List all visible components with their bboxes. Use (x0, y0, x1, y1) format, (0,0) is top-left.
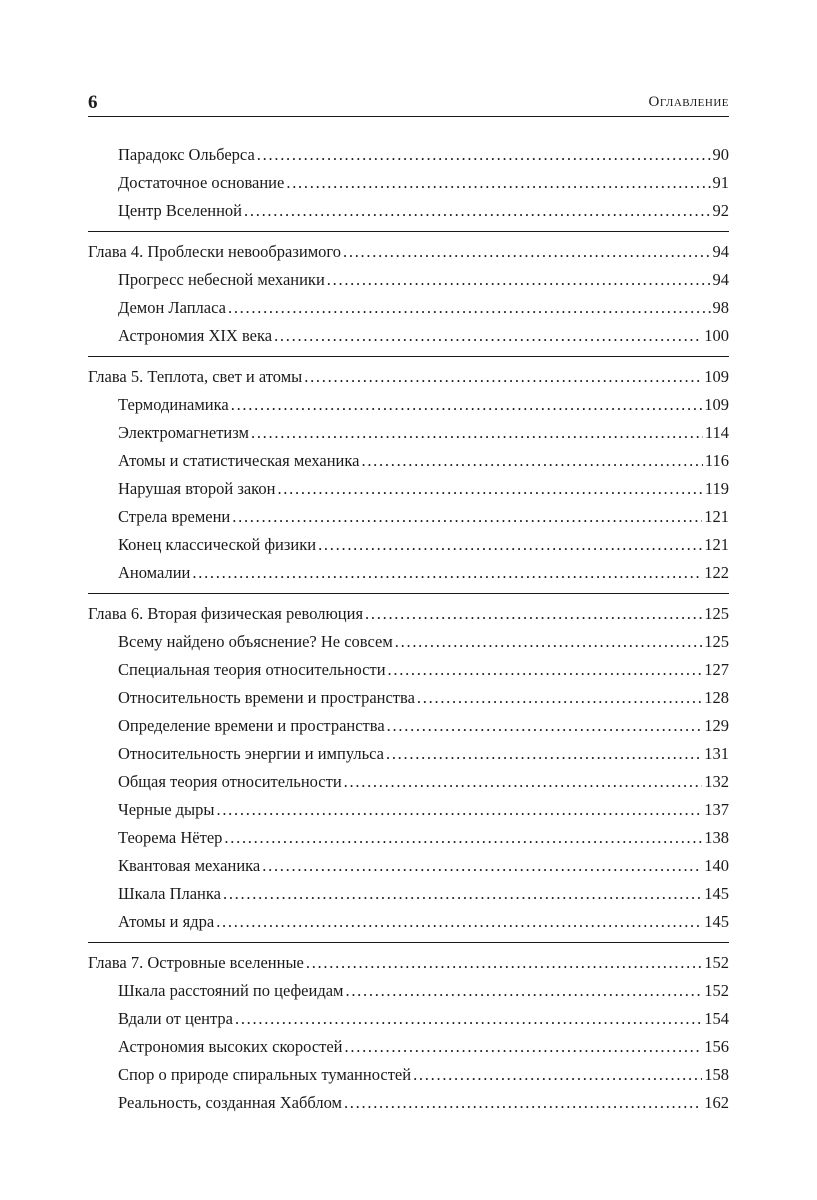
toc-entry-page: 90 (712, 145, 729, 164)
dot-leader (216, 796, 702, 824)
toc-entry-title: Электромагнетизм (118, 423, 249, 442)
toc-entry-page: 94 (712, 270, 729, 289)
toc-entry-page: 127 (704, 660, 729, 679)
page-number: 6 (88, 92, 98, 113)
running-head: Оглавление (648, 94, 729, 110)
toc-entry-page: 94 (712, 242, 729, 261)
dot-leader (417, 684, 702, 712)
toc-section-entry (88, 880, 729, 908)
toc-section-entry (88, 1061, 729, 1089)
dot-leader (223, 880, 702, 908)
dot-leader (304, 363, 702, 391)
toc-entry-title: Относительность энергии и импульса (118, 744, 384, 763)
toc-section-entry (88, 684, 729, 712)
toc-entry-title: Общая теория относительности (118, 772, 342, 791)
toc-entry-title: Всему найдено объяснение? Не совсем (118, 632, 393, 651)
toc-section-entry (88, 1033, 729, 1061)
toc-entry-title: Реальность, созданная Хабблом (118, 1093, 342, 1112)
dot-leader (327, 266, 711, 294)
dot-leader (262, 852, 702, 880)
toc-entry-title: Относительность времени и пространства (118, 688, 415, 707)
toc-entry-title: Аномалии (118, 563, 191, 582)
toc-entry-title: Нарушая второй закон (118, 479, 276, 498)
toc-section-entry (88, 559, 729, 587)
dot-leader (235, 1005, 702, 1033)
toc-entry-page: 129 (704, 716, 729, 735)
page-header (88, 90, 729, 117)
toc-entry-title: Квантовая механика (118, 856, 261, 875)
toc-entry-page: 121 (704, 507, 729, 526)
dot-leader (343, 238, 711, 266)
toc-entry-page: 154 (704, 1009, 729, 1028)
toc-entry-title: Термодинамика (118, 395, 229, 414)
toc-section-entry (88, 656, 729, 684)
dot-leader (274, 322, 702, 350)
dot-leader (257, 141, 711, 169)
toc-section-entry (88, 294, 729, 322)
dot-leader (277, 475, 702, 503)
chapter-divider (88, 593, 729, 594)
toc-section-entry (88, 141, 729, 169)
toc-entry-title: Демон Лапласа (118, 298, 226, 317)
dot-leader (232, 503, 702, 531)
toc-section-entry (88, 475, 729, 503)
toc-entry-title: Шкала Планка (118, 884, 221, 903)
toc-entry-page: 116 (704, 451, 729, 470)
table-of-contents (88, 141, 729, 1117)
toc-entry-page: 137 (704, 800, 729, 819)
dot-leader (395, 628, 702, 656)
dot-leader (251, 419, 703, 447)
toc-section-entry (88, 503, 729, 531)
dot-leader (413, 1061, 702, 1089)
toc-section-entry (88, 531, 729, 559)
toc-entry-page: 140 (704, 856, 729, 875)
toc-entry-page: 122 (704, 563, 729, 582)
toc-entry-page: 162 (704, 1093, 729, 1112)
toc-entry-title: Специальная теория относительности (118, 660, 386, 679)
toc-section-entry (88, 768, 729, 796)
chapter-divider (88, 942, 729, 943)
toc-section-entry (88, 796, 729, 824)
toc-chapter-entry (88, 238, 729, 266)
toc-entry-page: 145 (704, 884, 729, 903)
toc-chapter-entry (88, 600, 729, 628)
toc-entry-title: Глава 6. Вторая физическая революция (88, 604, 364, 623)
chapter-divider (88, 231, 729, 232)
toc-entry-title: Центр Вселенной (118, 201, 243, 220)
dot-leader (318, 531, 702, 559)
toc-entry-page: 125 (704, 632, 729, 651)
toc-chapter-entry (88, 363, 729, 391)
toc-section-entry (88, 169, 729, 197)
toc-section-entry (88, 628, 729, 656)
toc-section-entry (88, 852, 729, 880)
dot-leader (388, 656, 703, 684)
toc-section-entry (88, 977, 729, 1005)
toc-entry-title: Шкала расстояний по цефеидам (118, 981, 344, 1000)
toc-entry-page: 114 (704, 423, 729, 442)
toc-entry-page: 125 (704, 604, 729, 623)
dot-leader (365, 600, 702, 628)
toc-entry-title: Глава 5. Теплота, свет и атомы (88, 367, 303, 386)
toc-section-entry (88, 824, 729, 852)
toc-section-entry (88, 322, 729, 350)
chapter-divider (88, 356, 729, 357)
toc-section-entry (88, 447, 729, 475)
toc-entry-page: 98 (712, 298, 729, 317)
toc-entry-page: 152 (704, 953, 729, 972)
toc-entry-page: 100 (704, 326, 729, 345)
toc-entry-title: Прогресс небесной механики (118, 270, 325, 289)
toc-entry-page: 128 (704, 688, 729, 707)
dot-leader (231, 391, 703, 419)
toc-entry-title: Теорема Нётер (118, 828, 223, 847)
dot-leader (344, 1089, 702, 1117)
toc-entry-page: 121 (704, 535, 729, 554)
dot-leader (244, 197, 710, 225)
toc-entry-title: Атомы и ядра (118, 912, 215, 931)
toc-entry-title: Астрономия XIX века (118, 326, 273, 345)
toc-entry-page: 158 (704, 1065, 729, 1084)
dot-leader (345, 1033, 703, 1061)
toc-entry-title: Атомы и статистическая механика (118, 451, 360, 470)
dot-leader (224, 824, 702, 852)
dot-leader (286, 169, 710, 197)
toc-entry-title: Стрела времени (118, 507, 231, 526)
toc-entry-title: Спор о природе спиральных туманностей (118, 1065, 412, 1084)
toc-section-entry (88, 197, 729, 225)
dot-leader (216, 908, 702, 936)
dot-leader (306, 949, 702, 977)
toc-section-entry (88, 712, 729, 740)
dot-leader (344, 768, 703, 796)
toc-entry-page: 119 (704, 479, 729, 498)
toc-section-entry (88, 419, 729, 447)
toc-entry-title: Черные дыры (118, 800, 215, 819)
toc-entry-page: 91 (712, 173, 729, 192)
dot-leader (192, 559, 702, 587)
toc-entry-title: Глава 7. Островные вселенные (88, 953, 304, 972)
toc-section-entry (88, 740, 729, 768)
toc-section-entry (88, 391, 729, 419)
toc-section-entry (88, 1005, 729, 1033)
toc-entry-title: Вдали от центра (118, 1009, 233, 1028)
toc-entry-page: 145 (704, 912, 729, 931)
toc-entry-title: Конец классической физики (118, 535, 317, 554)
dot-leader (386, 740, 702, 768)
toc-entry-page: 109 (704, 395, 729, 414)
toc-entry-page: 132 (704, 772, 729, 791)
toc-entry-title: Астрономия высоких скоростей (118, 1037, 343, 1056)
toc-entry-page: 109 (704, 367, 729, 386)
toc-entry-title: Достаточное основание (118, 173, 285, 192)
dot-leader (361, 447, 702, 475)
toc-entry-page: 131 (704, 744, 729, 763)
dot-leader (345, 977, 702, 1005)
dot-leader (228, 294, 711, 322)
dot-leader (387, 712, 703, 740)
toc-section-entry (88, 908, 729, 936)
toc-entry-title: Парадокс Ольберса (118, 145, 255, 164)
toc-entry-page: 138 (704, 828, 729, 847)
toc-section-entry (88, 266, 729, 294)
toc-chapter-entry (88, 949, 729, 977)
toc-entry-page: 92 (712, 201, 729, 220)
toc-entry-page: 152 (704, 981, 729, 1000)
toc-section-entry (88, 1089, 729, 1117)
toc-entry-page: 156 (704, 1037, 729, 1056)
toc-entry-title: Глава 4. Проблески невообразимого (88, 242, 341, 261)
toc-entry-title: Определение времени и пространства (118, 716, 385, 735)
